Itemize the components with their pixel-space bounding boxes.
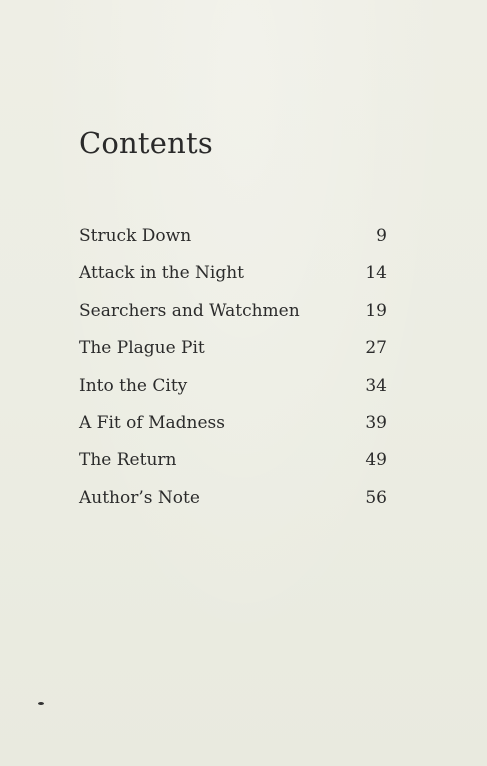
toc-entry-title: A Fit of Madness: [79, 412, 225, 433]
toc-entry-page-number: 39: [365, 412, 387, 433]
toc-entry-title: Attack in the Night: [79, 263, 245, 284]
toc-entry-page-number: 49: [365, 450, 387, 471]
toc-entry-2: [79, 260, 387, 297]
toc-entry-page-number: 9: [376, 226, 387, 246]
toc-entry-1: [79, 223, 387, 260]
table-of-contents: [79, 223, 387, 522]
toc-entry-8: [79, 485, 387, 522]
toc-entry-7: [79, 447, 387, 484]
toc-entry-title: Searchers and Watchmen: [79, 300, 300, 321]
toc-entry-3: [79, 298, 387, 335]
toc-entry-5: [79, 373, 387, 410]
page-title: Contents: [79, 126, 213, 160]
toc-entry-6: [79, 410, 387, 447]
toc-entry-title: The Return: [79, 450, 177, 471]
toc-entry-4: [79, 335, 387, 372]
toc-entry-page-number: 14: [365, 263, 387, 284]
toc-entry-page-number: 56: [365, 487, 387, 508]
toc-entry-title: Into the City: [79, 375, 188, 396]
toc-entry-page-number: 27: [365, 338, 387, 359]
toc-entry-title: Struck Down: [79, 226, 192, 246]
ink-speck: [38, 702, 44, 705]
toc-entry-title: Author’s Note: [79, 487, 200, 508]
toc-entry-title: The Plague Pit: [79, 338, 205, 359]
toc-entry-page-number: 34: [365, 375, 387, 396]
toc-entry-page-number: 19: [365, 300, 387, 321]
